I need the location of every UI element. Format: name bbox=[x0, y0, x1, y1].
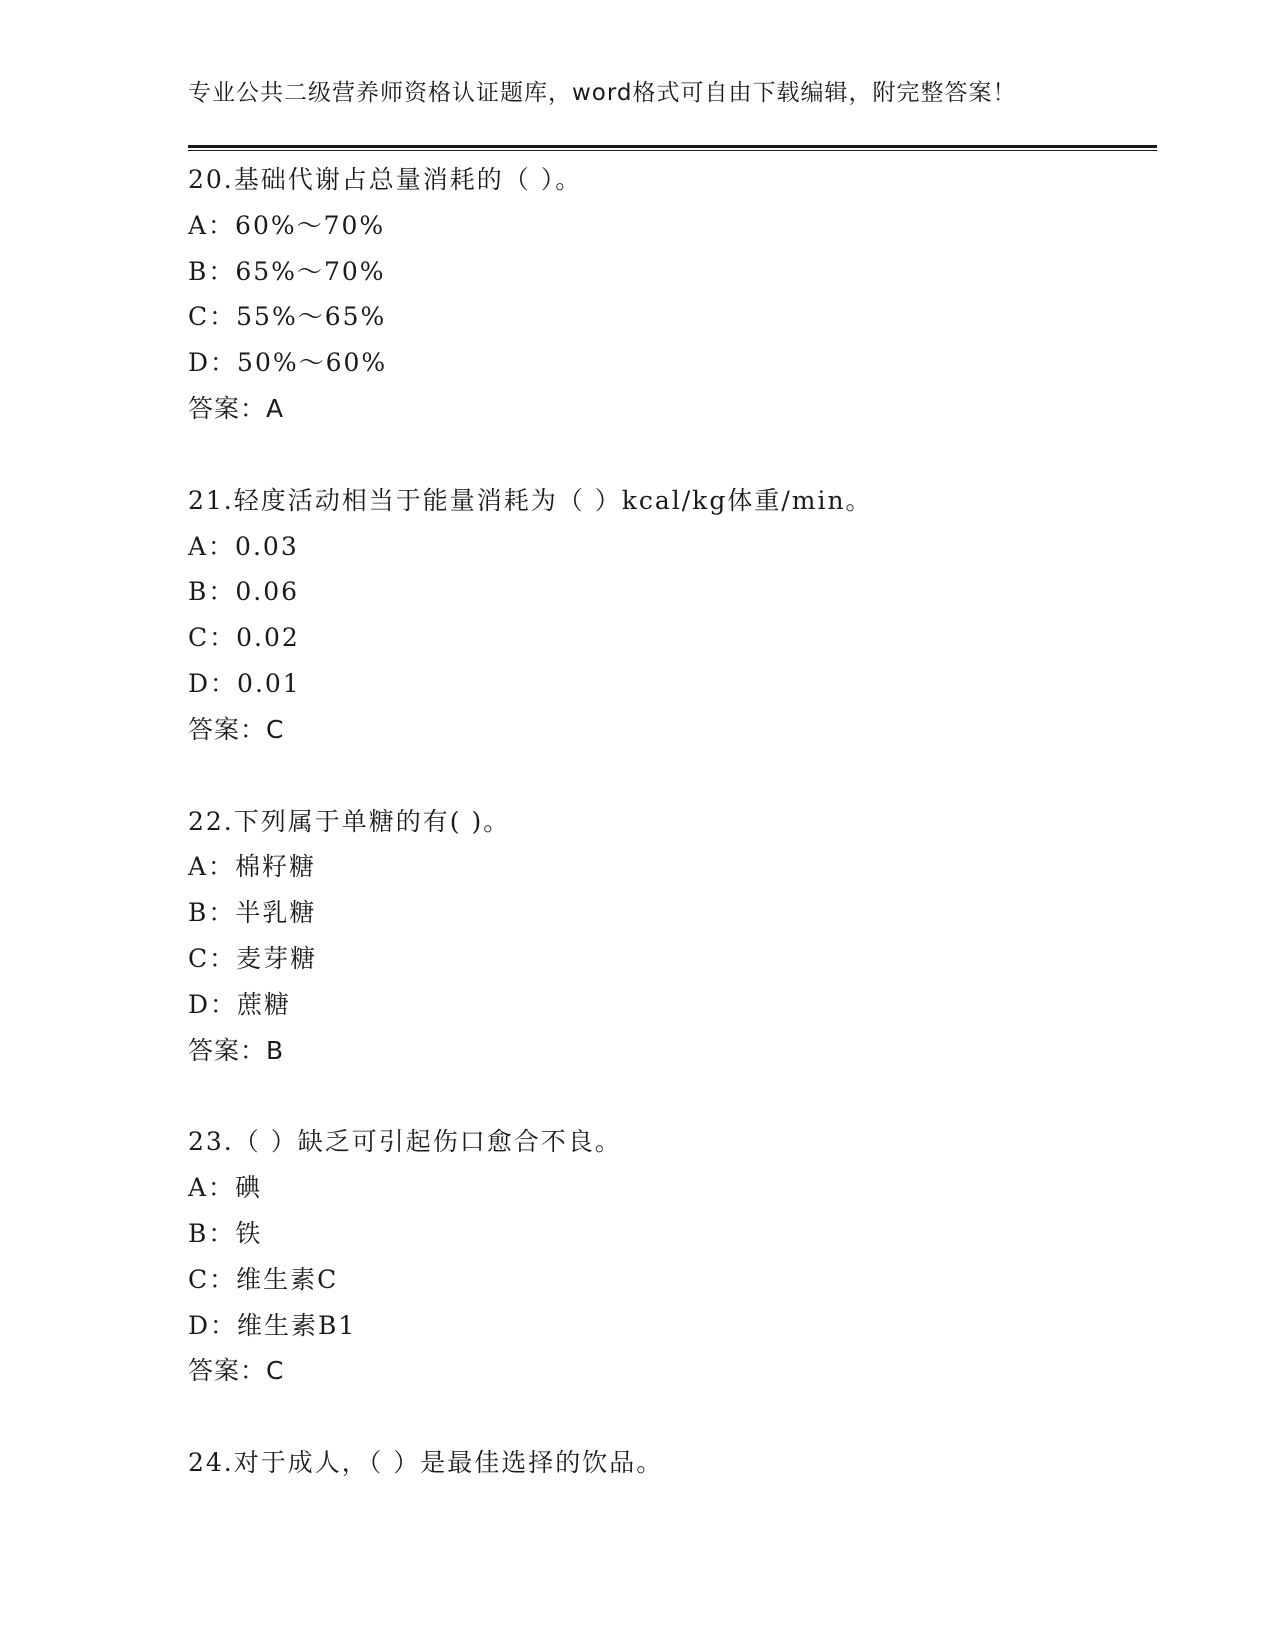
option-a: A：棉籽糖 bbox=[188, 852, 317, 882]
question-23 bbox=[188, 1119, 1157, 1394]
option-b: B：0.06 bbox=[188, 577, 300, 607]
option-a: A：碘 bbox=[188, 1173, 263, 1203]
option-c: C：麦芽糖 bbox=[188, 943, 318, 973]
question-20 bbox=[188, 157, 1157, 432]
question-list bbox=[188, 157, 1157, 1532]
option-a: A：60%～70% bbox=[188, 210, 386, 240]
question-stem: 21.轻度活动相当于能量消耗为（ ）kcal/kg体重/min。 bbox=[188, 485, 873, 515]
answer-line: 答案：C bbox=[188, 714, 285, 744]
question-21 bbox=[188, 478, 1157, 753]
question-stem: 23.（ ）缺乏可引起伤口愈合不良。 bbox=[188, 1127, 622, 1157]
header-divider-thin bbox=[188, 150, 1157, 151]
answer-line: 答案：A bbox=[188, 393, 285, 423]
question-22 bbox=[188, 799, 1157, 1074]
header-divider-thick bbox=[188, 145, 1157, 148]
option-d: D：维生素B1 bbox=[188, 1310, 357, 1340]
option-b: B：65%～70% bbox=[188, 256, 386, 286]
question-stem: 20.基础代谢占总量消耗的（ ）。 bbox=[188, 165, 583, 194]
answer-line: 答案：C bbox=[188, 1356, 285, 1386]
question-24 bbox=[188, 1440, 1157, 1486]
page-header: 专业公共二级营养师资格认证题库，word格式可自由下载编辑，附完整答案！ bbox=[188, 80, 1017, 106]
option-b: B：半乳糖 bbox=[188, 898, 317, 928]
answer-line: 答案：B bbox=[188, 1035, 285, 1065]
option-a: A：0.03 bbox=[188, 531, 299, 561]
option-c: C：55%～65% bbox=[188, 302, 387, 332]
option-c: C：维生素C bbox=[188, 1264, 339, 1294]
option-d: D：0.01 bbox=[188, 668, 301, 698]
option-c: C：0.02 bbox=[188, 623, 300, 653]
question-stem: 24.对于成人，（ ）是最佳选择的饮品。 bbox=[188, 1448, 664, 1478]
option-d: D：50%～60% bbox=[188, 348, 388, 378]
option-b: B：铁 bbox=[188, 1218, 263, 1248]
option-d: D：蔗糖 bbox=[188, 989, 292, 1019]
question-stem: 22.下列属于单糖的有( )。 bbox=[188, 806, 511, 836]
header-divider bbox=[188, 145, 1157, 151]
